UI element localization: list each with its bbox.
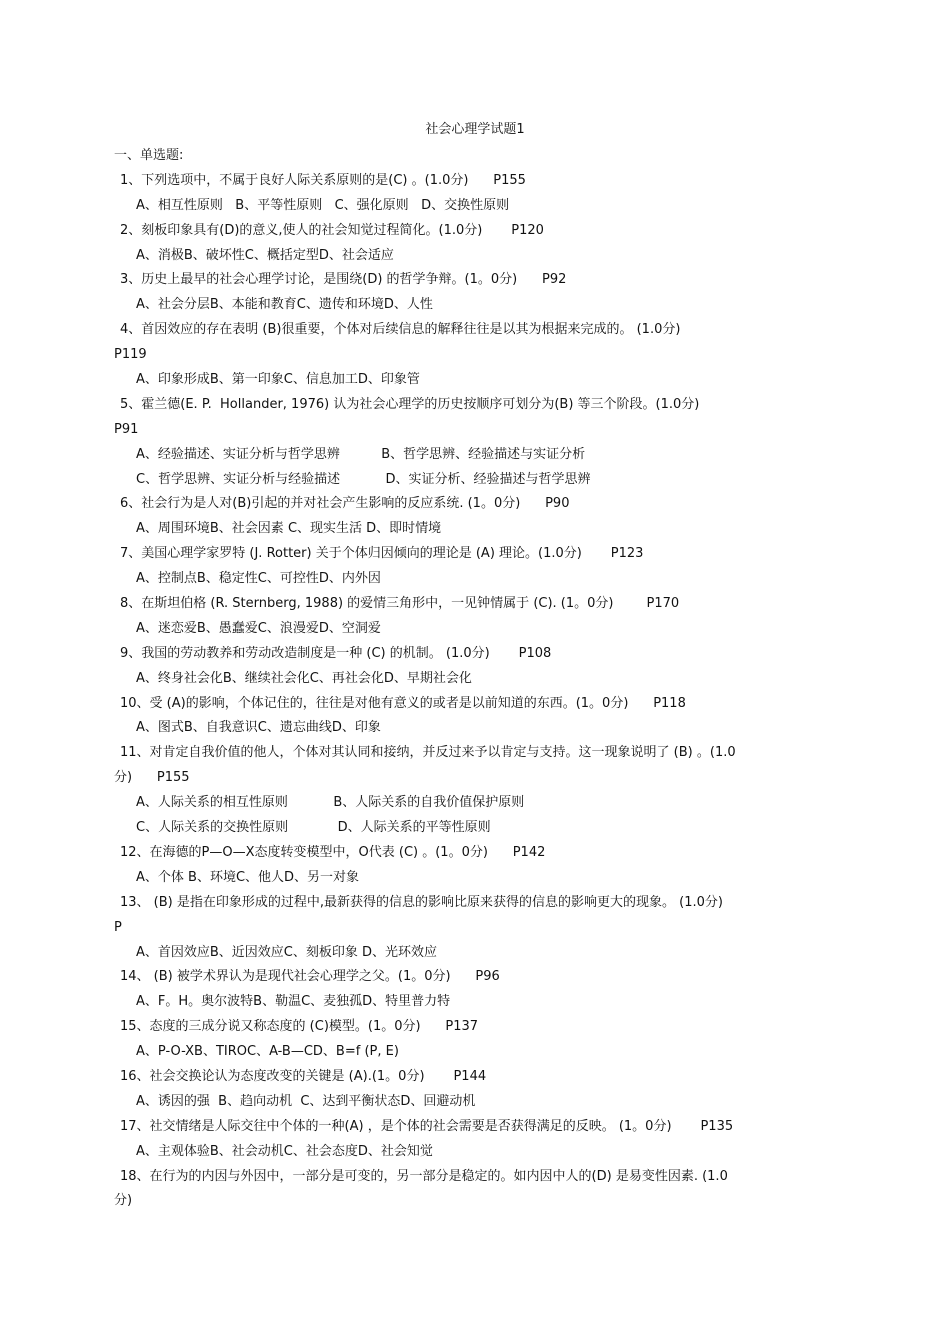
question-text: 11、对肯定自我价值的他人，个体对其认同和接纳，并反过来予以肯定与支持。这一现象说明了 (B) 。(1.0 xyxy=(120,745,736,761)
question-text: 8、在斯坦伯格 (R. Sternberg, 1988) 的爱情三角形中，一见钟情属于 (C). (1。0分) P170 xyxy=(120,596,680,612)
answer-options: C、人际关系的交换性原则 D、人际关系的平等性原则 xyxy=(136,820,491,836)
question-list xyxy=(0,144,950,1214)
answer-options: A、首因效应B、近因效应C、刻板印象 D、光环效应 xyxy=(136,944,438,960)
question-text: 16、社会交换论认为态度改变的关键是 (A).(1。0分) P144 xyxy=(120,1068,487,1084)
question-text: 13、 (B) 是指在印象形成的过程中,最新获得的信息的影响比原来获得的信息的影响更大的现象。 (1.0分) xyxy=(120,894,723,910)
answer-options: A、人际关系的相互性原则 B、人际关系的自我价值保护原则 xyxy=(136,795,525,811)
question-text: 15、态度的三成分说又称态度的 (C)模型。(1。0分) P137 xyxy=(120,1019,479,1035)
answer-options: A、P-O-XB、TIROC、A-B—CD、B=f (P, E) xyxy=(136,1044,399,1060)
question-text: 3、历史上最早的社会心理学讨论，是围绕(D) 的哲学争辩。(1。0分) P92 xyxy=(120,272,567,288)
answer-options: A、F。H。奥尔波特B、勒温C、麦独孤D、特里普力特 xyxy=(136,994,451,1010)
answer-options: A、社会分层B、本能和教育C、遗传和环境D、人性 xyxy=(136,297,433,313)
question-continuation: P119 xyxy=(114,347,147,363)
question-text: 9、我国的劳动教养和劳动改造制度是一种 (C) 的机制。 (1.0分) P108 xyxy=(120,645,552,661)
question-text: 6、社会行为是人对(B)引起的并对社会产生影响的反应系统. (1。0分) P90 xyxy=(120,496,570,512)
answer-options: A、印象形成B、第一印象C、信息加工D、印象管 xyxy=(136,372,420,388)
answer-options: A、诱因的强 B、趋向动机 C、达到平衡状态D、回避动机 xyxy=(136,1093,476,1109)
answer-options: C、哲学思辨、实证分析与经验描述 D、实证分析、经验描述与哲学思辨 xyxy=(136,471,591,487)
question-text: 2、刻板印象具有(D)的意义,使人的社会知觉过程简化。(1.0分) P120 xyxy=(120,222,544,238)
question-text: 4、首因效应的存在表明 (B)很重要，个体对后续信息的解释往往是以其为根据来完成的。 (1.0分) xyxy=(120,322,681,338)
question-text: 14、 (B) 被学术界认为是现代社会心理学之父。(1。0分) P96 xyxy=(120,969,500,985)
answer-options: A、消极B、破坏性C、概括定型D、社会适应 xyxy=(136,247,394,263)
page-title: 社会心理学试题1 xyxy=(425,122,525,137)
question-continuation: P xyxy=(114,919,122,935)
answer-options: A、主观体验B、社会动机C、社会态度D、社会知觉 xyxy=(136,1143,433,1159)
answer-options: A、相互性原则 B、平等性原则 C、强化原则 D、交换性原则 xyxy=(136,197,510,213)
question-continuation: 分) xyxy=(114,1193,133,1209)
question-text: 1、下列选项中，不属于良好人际关系原则的是(C) 。(1.0分) P155 xyxy=(120,172,526,188)
answer-options: A、图式B、自我意识C、遗忘曲线D、印象 xyxy=(136,720,381,736)
question-text: 17、社交情绪是人际交往中个体的一种(A) ，是个体的社会需要是否获得满足的反映。 (1。0分) P135 xyxy=(120,1118,734,1134)
question-continuation: 分) P155 xyxy=(114,770,190,786)
answer-options: A、周围环境B、社会因素 C、现实生活 D、即时情境 xyxy=(136,521,442,537)
answer-options: A、终身社会化B、继续社会化C、再社会化D、早期社会化 xyxy=(136,670,472,686)
answer-options: A、控制点B、稳定性C、可控性D、内外因 xyxy=(136,571,381,587)
answer-options: A、经验描述、实证分析与哲学思辨 B、哲学思辨、经验描述与实证分析 xyxy=(136,446,586,462)
question-text: 12、在海德的P—O—X态度转变模型中，O代表 (C) 。(1。0分) P142 xyxy=(120,844,546,860)
answer-options: A、个体 B、环境C、他人D、另一对象 xyxy=(136,869,360,885)
question-text: 5、霍兰德(E. P. Hollander, 1976) 认为社会心理学的历史按顺序可划分为(B) 等三个阶段。(1.0分) xyxy=(120,396,700,412)
answer-options: A、迷恋爱B、愚蠢爱C、浪漫爱D、空洞爱 xyxy=(136,620,381,636)
section-heading: 一、单选题: xyxy=(114,148,184,163)
question-text: 10、受 (A)的影响，个体记住的，往往是对他有意义的或者是以前知道的东西。(1。0分) P118 xyxy=(120,695,686,711)
question-text: 7、美国心理学家罗特 (J. Rotter) 关于个体归因倾向的理论是 (A) 理论。(1.0分) P123 xyxy=(120,546,644,562)
question-continuation: P91 xyxy=(114,421,139,437)
question-text: 18、在行为的内因与外因中，一部分是可变的，另一部分是稳定的。如内因中人的(D) 是易变性因素. (1.0 xyxy=(120,1168,728,1184)
